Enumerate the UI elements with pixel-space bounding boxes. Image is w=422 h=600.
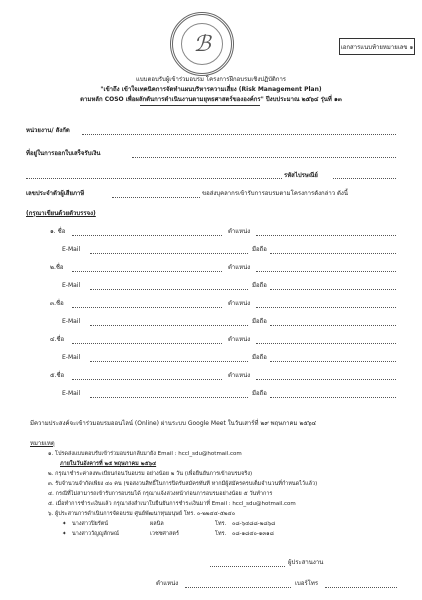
participant-position-field[interactable] — [256, 307, 396, 308]
participant-position-field[interactable] — [256, 343, 396, 344]
participant-position-label: ตำแหน่ง — [228, 228, 251, 235]
org-label: หน่วยงาน/ สังกัด — [26, 127, 70, 134]
participant-mobile-field[interactable] — [270, 253, 396, 254]
participant-mobile-field[interactable] — [270, 289, 396, 290]
participant-email-label: E-Mail — [62, 318, 81, 325]
signature-position-label: ตำแหน่ง — [156, 580, 179, 587]
participant-mobile-field[interactable] — [270, 361, 396, 362]
participant-name-field[interactable] — [72, 379, 222, 380]
contact-name: นางสาววัญญูลักษณ์ — [72, 531, 119, 537]
participant-name-label: ๔.ชื่อ — [50, 336, 65, 343]
seal-emblem-icon: ℬ — [181, 23, 223, 65]
participant-mobile-label: มือถือ — [252, 354, 267, 361]
participant-position-label: ตำแหน่ง — [228, 264, 251, 271]
contact-surname: ผลนิล — [150, 521, 164, 527]
taxid-field[interactable] — [112, 197, 200, 198]
document-number-box: เอกสารแนบท้ายหมายเลข ๑ — [339, 38, 415, 55]
signature-position-field[interactable] — [185, 587, 291, 588]
note-item-4: ๔. กรณีที่ไม่สามารถเข้ารับการอบรมได้ กรุณาแจ้งล่วงหน้าก่อนการอบรมอย่างน้อย ๕ วันทำการ — [48, 491, 273, 497]
participant-position-label: ตำแหน่ง — [228, 372, 251, 379]
contact-name: นางสาวปิยรัตน์ — [72, 521, 109, 527]
coordinator-label: ผู้ประสานงาน — [288, 559, 324, 566]
participant-mobile-field[interactable] — [270, 397, 396, 398]
contact-surname: เวชชศาสตร์ — [150, 531, 179, 537]
online-statement: มีความประสงค์จะเข้าร่วมอบรมออนไลน์ (Online) ผ่านระบบ Google Meet ในวันเสาร์ที่ ๒๙ พฤษภาคม ๒๕๖๔ — [30, 420, 317, 427]
participant-mobile-label: มือถือ — [252, 390, 267, 397]
participant-position-label: ตำแหน่ง — [228, 336, 251, 343]
participant-name-label: ๓.ชื่อ — [50, 300, 64, 307]
participant-email-field[interactable] — [90, 361, 248, 362]
signature-phone-field[interactable] — [325, 587, 397, 588]
note-deadline: ภายในวันอังคารที่ ๒๕ พฤษภาคม ๒๕๖๔ — [60, 461, 157, 467]
contact-phone: ๐๘-๖๔๘๘-๒๘๖๘ — [232, 521, 276, 527]
address-field[interactable] — [132, 157, 396, 158]
participant-email-label: E-Mail — [62, 246, 81, 253]
taxid-suffix: ขอส่งบุคลากรเข้ารับการอบรมตามโครงการดังกล่าว ดังนี้ — [202, 190, 348, 197]
postal-field[interactable] — [333, 178, 396, 179]
signature-phone-label: เบอร์โทร — [295, 580, 319, 587]
contact-phone-label: โทร. — [215, 521, 227, 527]
notes-heading: หมายเหตุ — [30, 440, 55, 447]
participant-email-field[interactable] — [90, 253, 248, 254]
participant-name-field[interactable] — [72, 271, 222, 272]
contact-phone: ๐๘-๑๘๔๐-๑๓๑๘ — [232, 531, 274, 537]
title-line-2: "เข้าถึง เข้าใจเทคนิคการจัดทำแผนบริหารความเสี่ยง (Risk Management Plan) — [100, 86, 322, 93]
participant-position-field[interactable] — [256, 271, 396, 272]
bullet-icon: ✦ — [62, 531, 67, 537]
participant-email-label: E-Mail — [62, 354, 81, 361]
university-seal-logo — [170, 12, 234, 76]
participant-email-label: E-Mail — [62, 390, 81, 397]
coordinator-field[interactable] — [210, 566, 285, 567]
participant-email-field[interactable] — [90, 289, 248, 290]
participant-mobile-label: มือถือ — [252, 282, 267, 289]
participant-email-field[interactable] — [90, 397, 248, 398]
participant-position-field[interactable] — [256, 235, 396, 236]
participant-name-label: ๑. ชื่อ — [50, 228, 66, 235]
postal-label: รหัสไปรษณีย์ — [284, 172, 318, 179]
note-item-2: ๒. กรุณาชำระค่าลงทะเบียนก่อนวันอบรม อย่างน้อย ๒ วัน (เพื่อยืนยันการเข้าอบรมจริง) — [48, 471, 253, 477]
participant-name-field[interactable] — [72, 235, 222, 236]
participant-name-label: ๒.ชื่อ — [50, 264, 64, 271]
participant-position-field[interactable] — [256, 379, 396, 380]
print-note: (กรุณาเขียนด้วยตัวบรรจง) — [26, 210, 96, 217]
note-item-6: ๖. ผู้ประสานการดำเนินการจัดอบรม ศูนย์พัฒนาทุนมนุษย์ โทร. ๐-๒๒๔๔-๕๒๔๐ — [48, 511, 236, 517]
note-item-3: ๓. รับจำนวนจำกัดเพียง ๔๐ คน (ขอสงวนสิทธิ์ในการปิดรับสมัครทันที หากมีผู้สมัครครบเต็มจำนวนที่กำหนดไว้แล้ว) — [48, 481, 318, 487]
participant-mobile-label: มือถือ — [252, 246, 267, 253]
participant-name-field[interactable] — [72, 343, 222, 344]
org-field[interactable] — [82, 134, 396, 135]
title-line-3: ตามหลัก COSO เพื่อผลักดันการดำเนินงานตามยุทธศาสตร์ขององค์กร" ปีงบประมาณ ๒๕๖๔ รุ่นที่ ๑๓ — [80, 96, 342, 103]
note-item-5: ๕. เมื่อทำการชำระเงินแล้ว กรุณาส่งสำเนาใบยืนยันการชำระเงินมาที่ Email : hccl_sdu@hotmail.com — [48, 501, 296, 507]
taxid-label: เลขประจำตัวผู้เสียภาษี — [26, 190, 85, 197]
participant-name-field[interactable] — [72, 307, 222, 308]
note-item-1: ๑. โปรดส่งแบบตอบรับเข้าร่วมอบรมกลับมายัง Email : hccl_sdu@hotmail.com — [48, 451, 242, 457]
bullet-icon: ✦ — [62, 521, 67, 527]
address-field-line-2[interactable] — [26, 178, 282, 179]
title-line-1: แบบตอบรับผู้เข้าร่วมอบรม โครงการฝึกอบรมเชิงปฏิบัติการ — [135, 76, 287, 83]
address-label: ที่อยู่ในการออกใบเสร็จรับเงิน — [26, 150, 101, 157]
participant-mobile-label: มือถือ — [252, 318, 267, 325]
participant-position-label: ตำแหน่ง — [228, 300, 251, 307]
contact-phone-label: โทร. — [215, 531, 227, 537]
participant-email-field[interactable] — [90, 325, 248, 326]
participant-name-label: ๕.ชื่อ — [50, 372, 65, 379]
participant-email-label: E-Mail — [62, 282, 81, 289]
participant-mobile-field[interactable] — [270, 325, 396, 326]
title-underline — [140, 105, 260, 106]
